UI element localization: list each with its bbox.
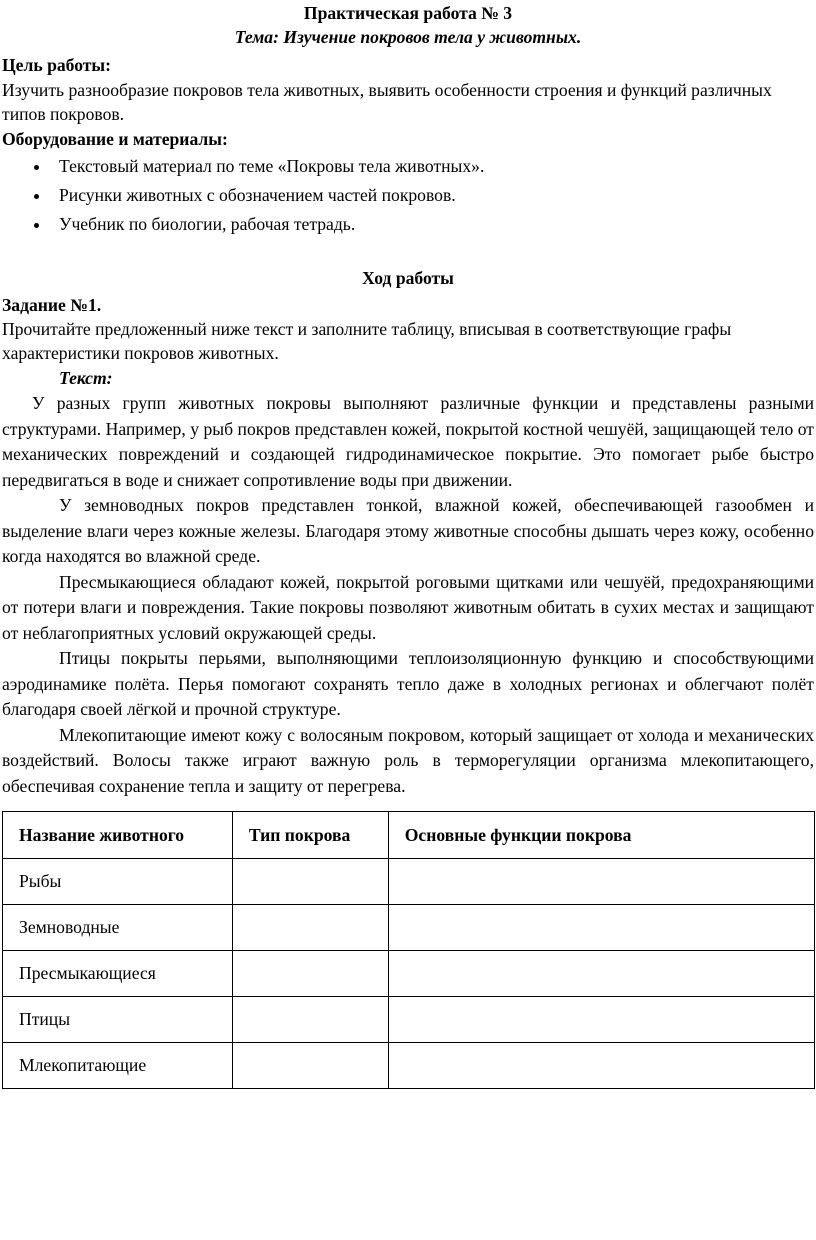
list-item: Текстовый материал по теме «Покровы тела животных». xyxy=(2,152,814,181)
text-label: Текст: xyxy=(59,368,113,388)
characteristics-table xyxy=(2,811,815,1089)
equipment-heading: Оборудование и материалы: xyxy=(2,129,228,149)
page-topic: Тема: Изучение покровов тела у животных. xyxy=(234,27,582,47)
table-row xyxy=(3,905,815,951)
table-cell-functions xyxy=(388,951,814,997)
paragraph-fish: У разных групп животных покровы выполняют различные функции и представлены разными структурами. Например, у рыб покров представлен кожей, покрытой костной чешуёй, защищающей тело от механических повреждений и создающей гидродинамическое покрытие. Это помогает рыбе быстро передвигаться в воде и снижает сопротивление воды при движении. xyxy=(2,393,814,490)
bullet-icon xyxy=(34,165,39,170)
table-cell-functions xyxy=(388,1043,814,1089)
paragraph-birds: Птицы покрыты перьями, выполняющими теплоизоляционную функцию и способствующими аэродинамике полёта. Перья помогают сохранять тепло даже в холодных регионах и облегчают полёт благодаря своей лёгкой и прочной структуре. xyxy=(2,648,814,719)
table-cell-animal: Земноводные xyxy=(3,905,233,951)
table-row xyxy=(3,859,815,905)
table-header-cell: Название животного xyxy=(3,812,233,859)
table-cell-cover-type xyxy=(232,997,388,1043)
table-cell-functions xyxy=(388,997,814,1043)
table-cell-functions xyxy=(388,859,814,905)
table-cell-animal: Птицы xyxy=(3,997,233,1043)
table-cell-animal: Рыбы xyxy=(3,859,233,905)
table-header-cell: Основные функции покрова xyxy=(388,812,814,859)
table-cell-cover-type xyxy=(232,951,388,997)
table-header-row xyxy=(3,812,815,859)
goal-heading: Цель работы: xyxy=(2,55,112,75)
procedure-heading: Ход работы xyxy=(362,268,454,288)
list-item: Рисунки животных с обозначением частей покровов. xyxy=(2,181,814,210)
page-title: Практическая работа № 3 xyxy=(303,3,513,23)
table-cell-cover-type xyxy=(232,1043,388,1089)
table-header-cell: Тип покрова xyxy=(232,812,388,859)
goal-text: Изучить разнообразие покровов тела животных, выявить особенности строения и функций различных типов покровов. xyxy=(2,80,772,124)
list-item: Учебник по биологии, рабочая тетрадь. xyxy=(2,210,814,239)
equipment-list xyxy=(2,152,814,239)
table-cell-functions xyxy=(388,905,814,951)
task-text: Прочитайте предложенный ниже текст и заполните таблицу, вписывая в соответствующие графы характеристики покровов животных. xyxy=(2,319,732,363)
bullet-icon xyxy=(34,194,39,199)
table-row xyxy=(3,1043,815,1089)
spacer xyxy=(2,239,814,263)
paragraph-mammals: Млекопитающие имеют кожу с волосяным покровом, который защищает от холода и механических воздействий. Волосы также играют важную роль в терморегуляции организма млекопитающего, обеспечивая сохранение тепла и защиту от перегрева. xyxy=(2,724,814,796)
table-row xyxy=(3,951,815,997)
table-cell-animal: Пресмыкающиеся xyxy=(3,951,233,997)
table-cell-cover-type xyxy=(232,859,388,905)
table-cell-cover-type xyxy=(232,905,388,951)
task-heading: Задание №1. xyxy=(2,295,102,315)
bullet-icon xyxy=(34,223,39,228)
paragraph-reptiles: Пресмыкающиеся обладают кожей, покрытой роговыми щитками или чешуёй, предохраняющими от потери влаги и повреждения. Такие покровы позволяют животным обитать в сухих местах и защищают от неблагоприятных условий окружающей среды. xyxy=(2,571,814,643)
table-cell-animal: Млекопитающие xyxy=(3,1043,233,1089)
table-row xyxy=(3,997,815,1043)
paragraph-amphibians: У земноводных покров представлен тонкой, влажной кожей, обеспечивающей газообмен и выделение влаги через кожные железы. Благодаря этому животные способны дышать через кожу, особенно когда находятся во влажной среде. xyxy=(2,495,814,566)
